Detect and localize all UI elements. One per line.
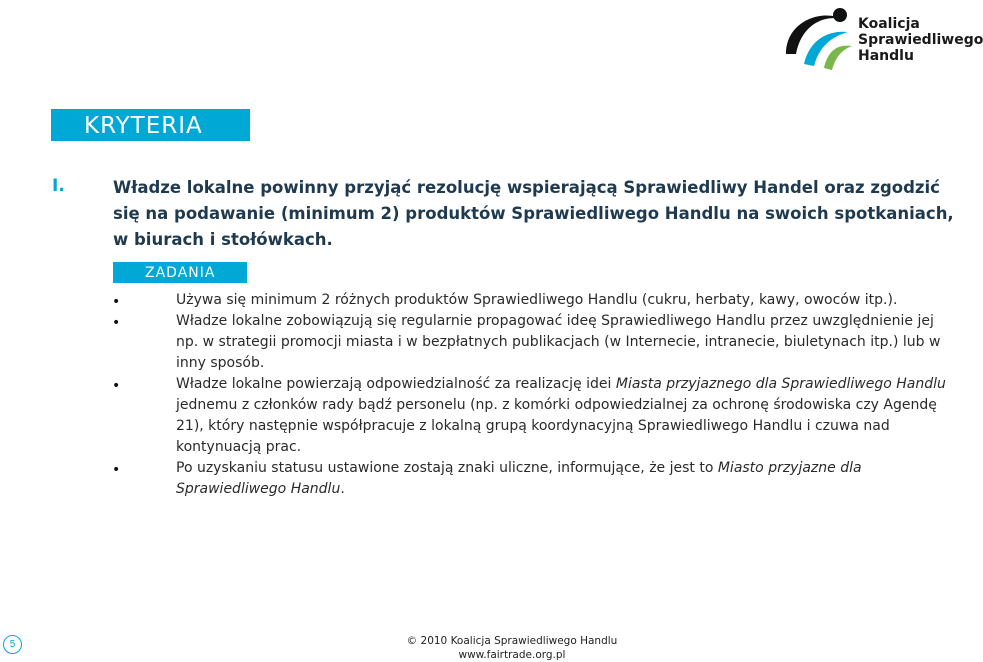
fairtrade-logo-icon — [780, 2, 856, 74]
tasks-banner — [113, 262, 247, 283]
page-title: KRYTERIA — [84, 113, 203, 139]
task-list — [112, 290, 958, 500]
task-item — [112, 458, 958, 500]
logo-line-2: Sprawiedliwego — [858, 32, 983, 48]
bullet-icon: • — [112, 315, 121, 331]
logo-text — [858, 16, 983, 64]
logo — [780, 2, 983, 74]
bullet-icon: • — [112, 294, 121, 310]
task-text-emphasis: Miasto przyjazne dla Sprawiedliwego Handlu — [176, 460, 862, 497]
task-item — [112, 290, 958, 311]
footer-copyright: © 2010 Koalicja Sprawiedliwego Handlu — [406, 635, 618, 647]
task-text: Władze lokalne zobowiązują się regularnie propagować ideę Sprawiedliwego Handlu przez uwzględnienie jej np. w strategii promocji miasta i w bezpłatnych publikacjach (w Internecie, intranecie, biuletynach itp.) lub w inny sposób. — [176, 313, 941, 371]
criterion-text: Władze lokalne powinny przyjąć rezolucję wspierającą Sprawiedliwy Handel oraz zgodzić się na podawanie (minimum 2) produktów Sprawiedliwego Handlu na swoich spotkaniach, w biurach i stołówkach. — [113, 178, 954, 249]
bullet-icon: • — [112, 378, 121, 394]
title-banner — [51, 109, 250, 141]
tasks-label: ZADANIA — [145, 265, 216, 281]
criterion-number: I. — [52, 176, 65, 196]
footer-url: www.fairtrade.org.pl — [458, 649, 566, 661]
task-text-emphasis: Miasta przyjaznego dla Sprawiedliwego Handlu — [615, 376, 946, 392]
task-text-pre: Po uzyskaniu statusu ustawione zostają znaki uliczne, informujące, że jest to — [176, 460, 718, 476]
task-text: Używa się minimum 2 różnych produktów Sprawiedliwego Handlu (cukru, herbaty, kawy, owoców itp.). — [176, 292, 898, 308]
logo-line-3: Handlu — [858, 48, 914, 64]
task-text-pre: Władze lokalne powierzają odpowiedzialność za realizację idei — [176, 376, 616, 392]
logo-line-1: Koalicja — [858, 16, 920, 32]
task-text-post: jednemu z członków rady bądź personelu (np. z komórki odpowiedzialnej za ochronę środowiska czy Agendę 21), który następnie współpracuje z lokalną grupą koordynacyjną Sprawiedliwego Handlu i czuwa nad kontynuacją prac. — [176, 397, 937, 455]
page-number: 5 — [3, 635, 22, 654]
task-item — [112, 374, 958, 458]
task-item — [112, 311, 958, 374]
footer — [402, 634, 622, 662]
bullet-icon: • — [112, 462, 121, 478]
task-text-post: . — [340, 481, 345, 497]
